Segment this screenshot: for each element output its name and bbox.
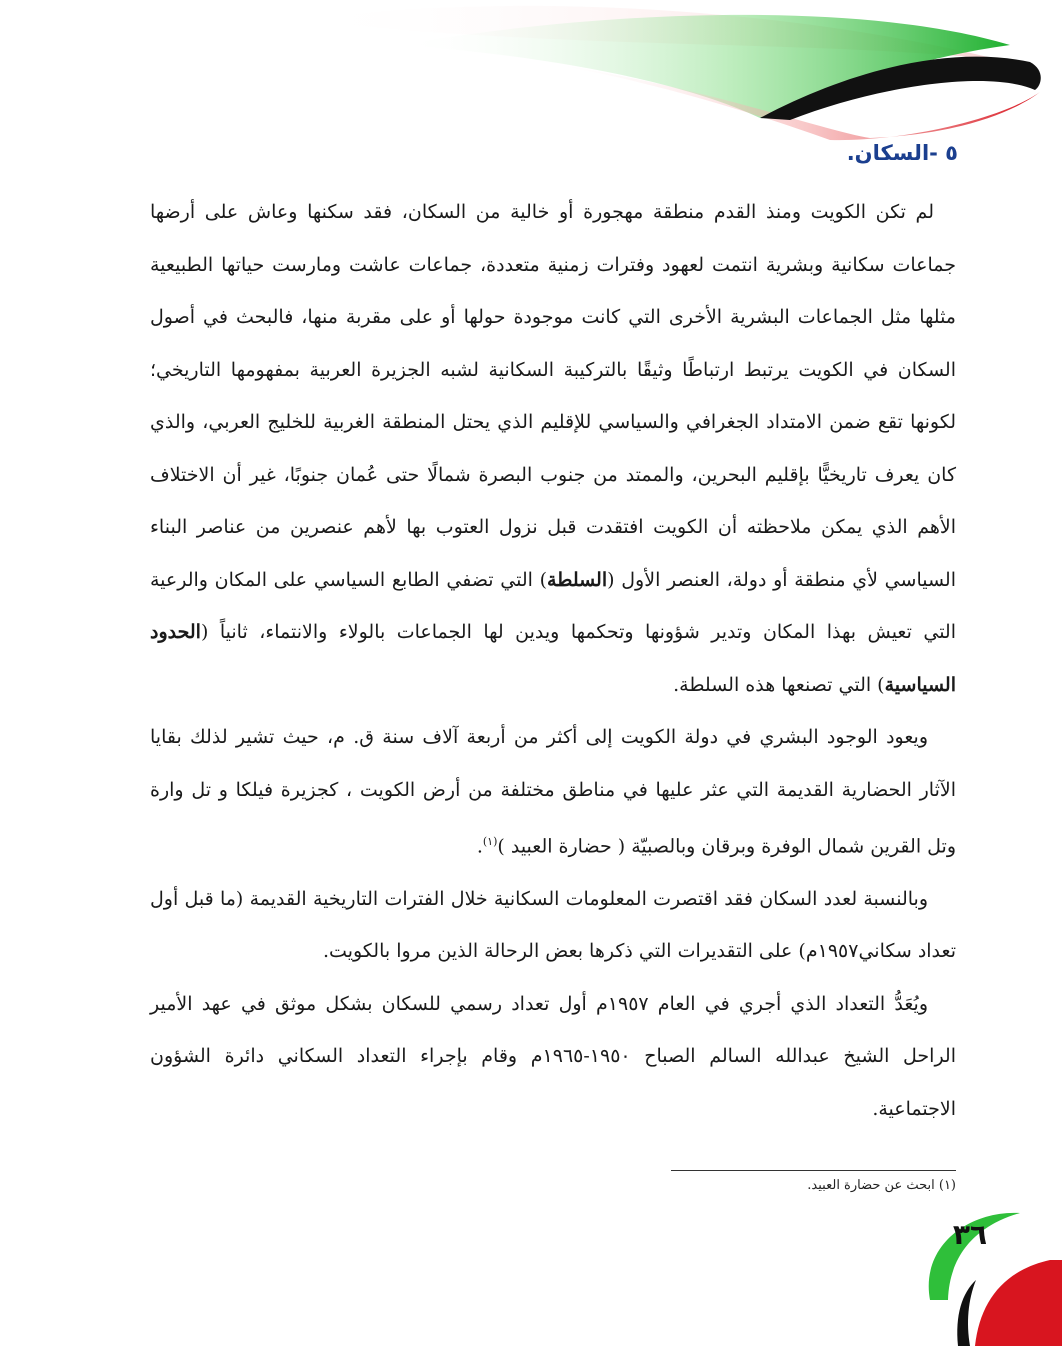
text-segment: ) التي تضفي الطابع السياسي على المكان والرعية التي تعيش بهذا المكان وتدير شؤونها وتحكمها ويدين لها الجماعات بالولاء والانتماء، ثانياً (: [150, 568, 956, 643]
text-segment: ) التي تصنعها هذه السلطة.: [673, 673, 885, 696]
paragraph: [150, 186, 956, 711]
page-number: ٣٦: [952, 1218, 988, 1251]
section-heading: ٥ -السكان.: [846, 141, 958, 165]
badge-red-shape: [975, 1260, 1062, 1346]
bold-term: الحدود السياسية: [150, 621, 956, 696]
footnote: (١) ابحث عن حضارة العبيد.: [807, 1178, 956, 1193]
paragraph: [150, 873, 956, 978]
paragraph: [150, 978, 956, 1136]
footnote-divider: [671, 1170, 956, 1171]
text-segment: لم تكن الكويت ومنذ القدم منطقة مهجورة أو خالية من السكان، فقد سكنها وعاش على أرضها جماعات سكانية وبشرية انتمت لعهود وفترات زمنية متعددة، جماعات عاشت ومارست حياتها الطبيعية مثلها مثل الجماعات البشرية الأخرى التي كانت موجودة حولها أو على مقربة منها، فالبحث في أصول السكان في الكويت يرتبط ارتباطًا وثيقًا بالتركيبة السكانية لشبه الجزيرة العربية بمفهومها التاريخي؛ لكونها تقع ضمن الامتداد الجغرافي والسياسي للإقليم الذي يحتل المنطقة الغربية للخليج العربي، والذي كان يعرف تاريخيًّا بإقليم البحرين، والممتد من جنوب البصرة شمالًا حتى عُمان جنوبًا، غير أن الاختلاف الأهم الذي يمكن ملاحظته أن الكويت افتقدت قبل نزول العتوب بها لأهم عنصرين من عناصر البناء السياسي لأي منطقة أو دولة، العنصر الأول (: [150, 201, 956, 591]
footnote-ref: (١): [482, 835, 498, 848]
header-flag-ribbon: [0, 0, 1062, 150]
badge-black-stroke: [957, 1280, 976, 1346]
body-text: [150, 186, 956, 1135]
text-segment: .: [476, 835, 483, 858]
text-segment: ويعود الوجود البشري في دولة الكويت إلى أكثر من أربعة آلاف سنة ق. م، حيث تشير لذلك بقايا الآثار الحضارية القديمة التي عثر عليها في مناطق مختلفة من أرض الكويت ، كجزيرة فيلكا و تل وارة وتل القرين شمال الوفرة وبرقان وبالصبيّة ( حضارة العبيد ): [150, 726, 956, 858]
bold-term: السلطة: [547, 568, 608, 591]
text-segment: ويُعَدُّ التعداد الذي أجري في العام ١٩٥٧م أول تعداد رسمي للسكان بشكل موثق في عهد الأمير الراحل الشيخ عبدالله السالم الصباح ١٩٥٠-١٩٦٥م وقام بإجراء التعداد السكاني دائرة الشؤون الاجتماعية.: [150, 992, 956, 1120]
text-segment: وبالنسبة لعدد السكان فقد اقتصرت المعلومات السكانية خلال الفترات التاريخية القديمة (ما قبل أول تعداد سكاني١٩٥٧م) على التقديرات التي ذكرها بعض الرحالة الذين مروا بالكويت.: [150, 887, 956, 963]
paragraph: [150, 711, 956, 873]
